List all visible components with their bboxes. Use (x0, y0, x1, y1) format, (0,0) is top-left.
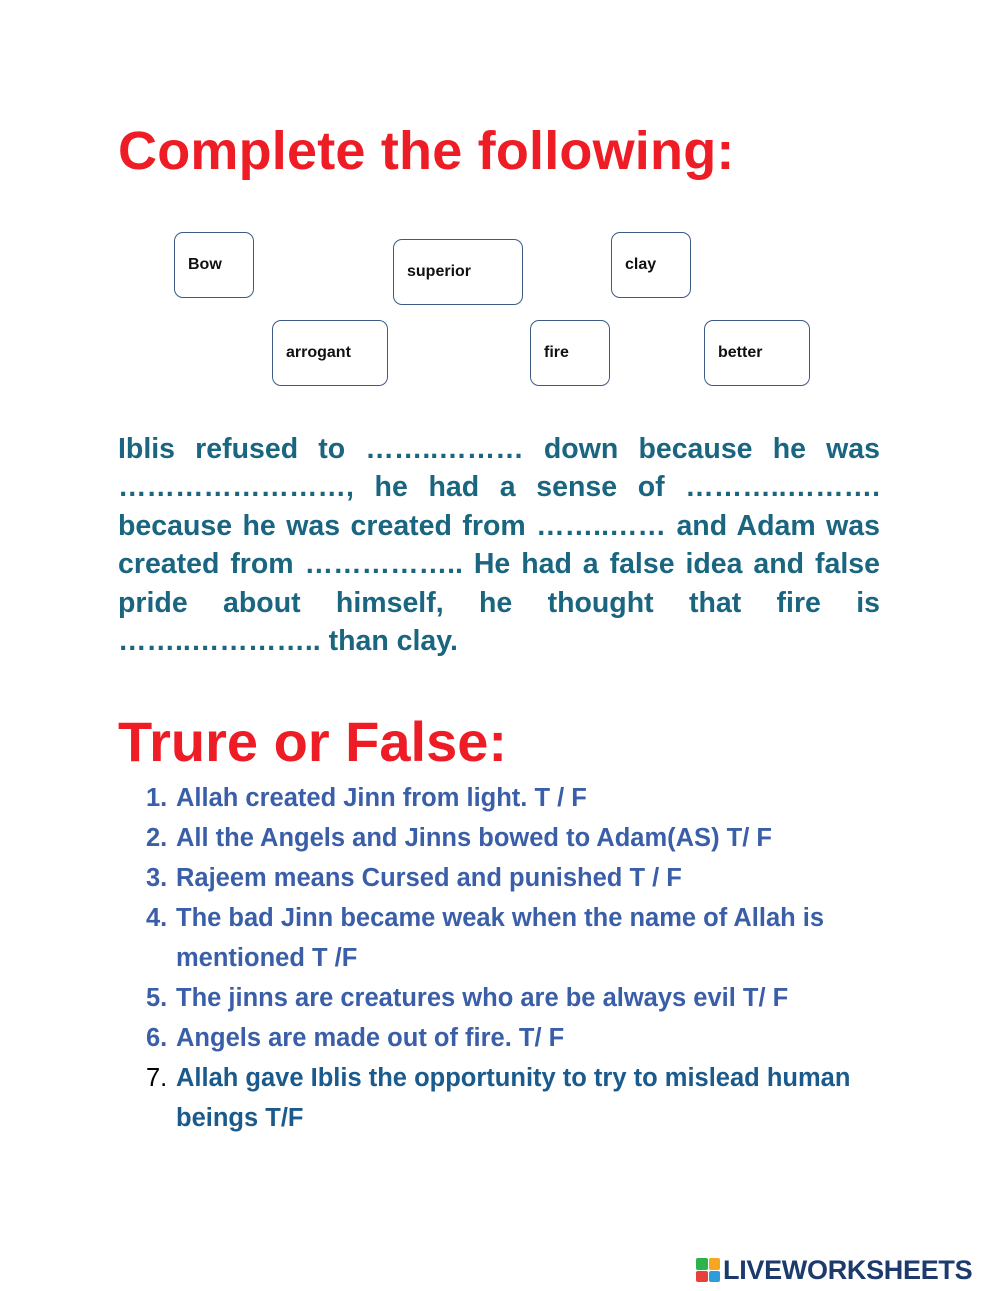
statement-number: 6. (146, 1024, 168, 1052)
word-arrogant[interactable]: arrogant (272, 320, 388, 386)
logo-blocks-icon (696, 1258, 720, 1282)
statement-item (146, 778, 906, 818)
complete-heading: Complete the following: (118, 121, 735, 181)
brand-name: LIVEWORKSHEETS (723, 1254, 973, 1285)
logo-block (696, 1258, 708, 1270)
word-superior[interactable]: superior (393, 239, 523, 305)
statement-item (146, 858, 906, 898)
statement-number: 5. (146, 984, 168, 1012)
statement-text: Allah created Jinn from light. T / F (176, 784, 587, 812)
logo-block (709, 1258, 721, 1270)
true-false-heading: Trure or False: (118, 710, 508, 773)
word-fire[interactable]: fire (530, 320, 610, 386)
word-clay[interactable]: clay (611, 232, 691, 298)
statement-item (146, 898, 906, 978)
statement-text: Allah gave Iblis the opportunity to try to mislead human beings T/F (176, 1064, 851, 1132)
statement-item (146, 818, 906, 858)
statement-item (146, 1018, 906, 1058)
statement-number: 1. (146, 784, 168, 812)
statement-text: Angels are made out of fire. T/ F (176, 1024, 565, 1052)
statement-item (146, 1058, 906, 1138)
statement-text: The jinns are creatures who are be always evil T/ F (176, 984, 789, 1012)
statement-number: 3. (146, 864, 168, 892)
statement-text: The bad Jinn became weak when the name of Allah is mentioned T /F (176, 904, 825, 972)
logo-block (696, 1271, 708, 1283)
statement-text: Rajeem means Cursed and punished T / F (176, 864, 682, 892)
statement-number: 7. (146, 1064, 168, 1092)
statement-number: 4. (146, 904, 168, 932)
liveworksheets-logo[interactable] (696, 1254, 972, 1286)
statement-item (146, 978, 906, 1018)
word-bow[interactable]: Bow (174, 232, 254, 298)
fill-in-paragraph: Iblis refused to ……..……… down because he was ……………………, he had a sense of ………..………. because he was created from ……..…… and Adam was created from …………….. He had a false idea and false pride about himself, he thought that fire is ……..………….. than clay. (118, 433, 880, 658)
logo-block (709, 1271, 721, 1283)
word-better[interactable]: better (704, 320, 810, 386)
statement-number: 2. (146, 824, 168, 852)
true-false-list (146, 778, 906, 1138)
statement-text: All the Angels and Jinns bowed to Adam(AS) T/ F (176, 824, 772, 852)
